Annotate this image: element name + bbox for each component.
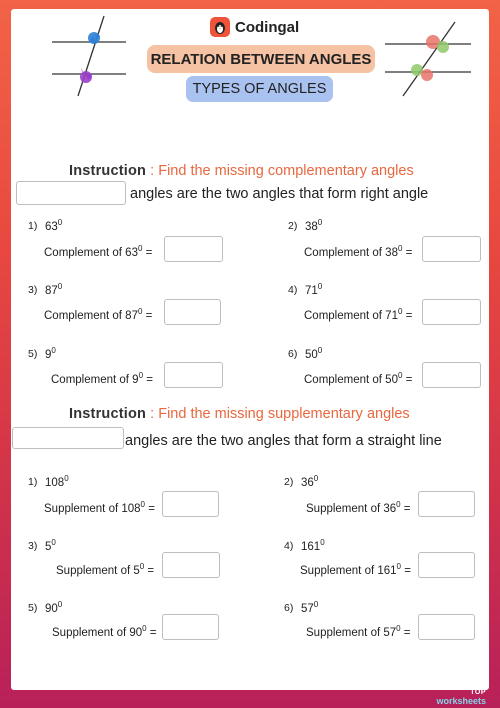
given-angle: $90^0$ [45, 600, 63, 615]
instruction-complementary [69, 163, 414, 179]
worksheet-sheet [11, 9, 489, 690]
instruction-label: Instruction [69, 163, 147, 179]
given-angle: $161^0$ [301, 538, 325, 553]
item-number: 3) [28, 284, 38, 296]
item-number: 6) [284, 602, 294, 614]
answer-input[interactable] [422, 236, 481, 262]
page-subtitle: TYPES OF ANGLES [186, 76, 333, 102]
question-label: Complement of $50^0$ = [304, 371, 413, 386]
answer-input[interactable] [162, 552, 220, 578]
instruction-separator: : [146, 406, 159, 422]
answer-input[interactable] [422, 362, 481, 388]
answer-input[interactable] [164, 236, 223, 262]
item-number: 5) [28, 602, 38, 614]
given-angle: $9^0$ [45, 346, 56, 361]
answer-input[interactable] [164, 362, 223, 388]
question-label: Supplement of $36^0$ = [306, 500, 411, 515]
instruction-text: Find the missing complementary angles [158, 163, 414, 179]
given-angle: $38^0$ [305, 218, 323, 233]
footer-line2: worksheets [436, 696, 486, 706]
item-number: 4) [284, 540, 294, 552]
question-label: Supplement of $161^0$ = [300, 562, 411, 577]
given-angle: $71^0$ [305, 282, 323, 297]
definition-blank-input[interactable] [12, 427, 124, 449]
given-angle: $50^0$ [305, 346, 323, 361]
parallel-lines-diagram-right [383, 20, 473, 100]
answer-input[interactable] [418, 552, 475, 578]
item-number: 6) [288, 348, 298, 360]
given-angle: $5^0$ [45, 538, 56, 553]
question-label: Complement of $87^0$ = [44, 307, 153, 322]
question-label: Complement of $71^0$ = [304, 307, 413, 322]
item-number: 4) [288, 284, 298, 296]
penguin-icon [210, 17, 230, 37]
item-number: 2) [284, 476, 294, 488]
brand-name: Codingal [235, 18, 300, 36]
answer-input[interactable] [162, 614, 219, 640]
instruction-separator: : [146, 163, 159, 179]
question-label: Complement of $9^0$ = [51, 371, 153, 386]
given-angle: $57^0$ [301, 600, 319, 615]
question-label: Supplement of $108^0$ = [44, 500, 155, 515]
question-label: Supplement of $57^0$ = [306, 624, 411, 639]
answer-input[interactable] [422, 299, 481, 325]
item-number: 2) [288, 220, 298, 232]
brand-logo [210, 17, 299, 37]
item-number: 1) [28, 476, 38, 488]
question-label: Complement of $38^0$ = [304, 244, 413, 259]
item-number: 1) [28, 220, 38, 232]
answer-input[interactable] [162, 491, 219, 517]
question-label: Supplement of $90^0$ = [52, 624, 157, 639]
given-angle: $87^0$ [45, 282, 63, 297]
given-angle: $108^0$ [45, 474, 69, 489]
question-label: Complement of $63^0$ = [44, 244, 153, 259]
given-angle: $36^0$ [301, 474, 319, 489]
question-label: Supplement of $5^0$ = [56, 562, 155, 577]
footer-watermark [436, 688, 486, 706]
instruction-label: Instruction [69, 406, 147, 422]
item-number: 3) [28, 540, 38, 552]
footer-line1: TOP [470, 689, 486, 696]
parallel-lines-diagram-left [48, 14, 128, 98]
definition-supplementary: angles are the two angles that form a straight line [125, 433, 442, 449]
given-angle: $63^0$ [45, 218, 63, 233]
answer-input[interactable] [418, 614, 475, 640]
instruction-text: Find the missing supplementary angles [158, 406, 410, 422]
definition-complementary: angles are the two angles that form right angle [130, 186, 429, 202]
page-title: RELATION BETWEEN ANGLES [147, 45, 375, 73]
instruction-supplementary [69, 406, 410, 422]
definition-blank-input[interactable] [16, 181, 126, 205]
answer-input[interactable] [164, 299, 221, 325]
answer-input[interactable] [418, 491, 475, 517]
item-number: 5) [28, 348, 38, 360]
